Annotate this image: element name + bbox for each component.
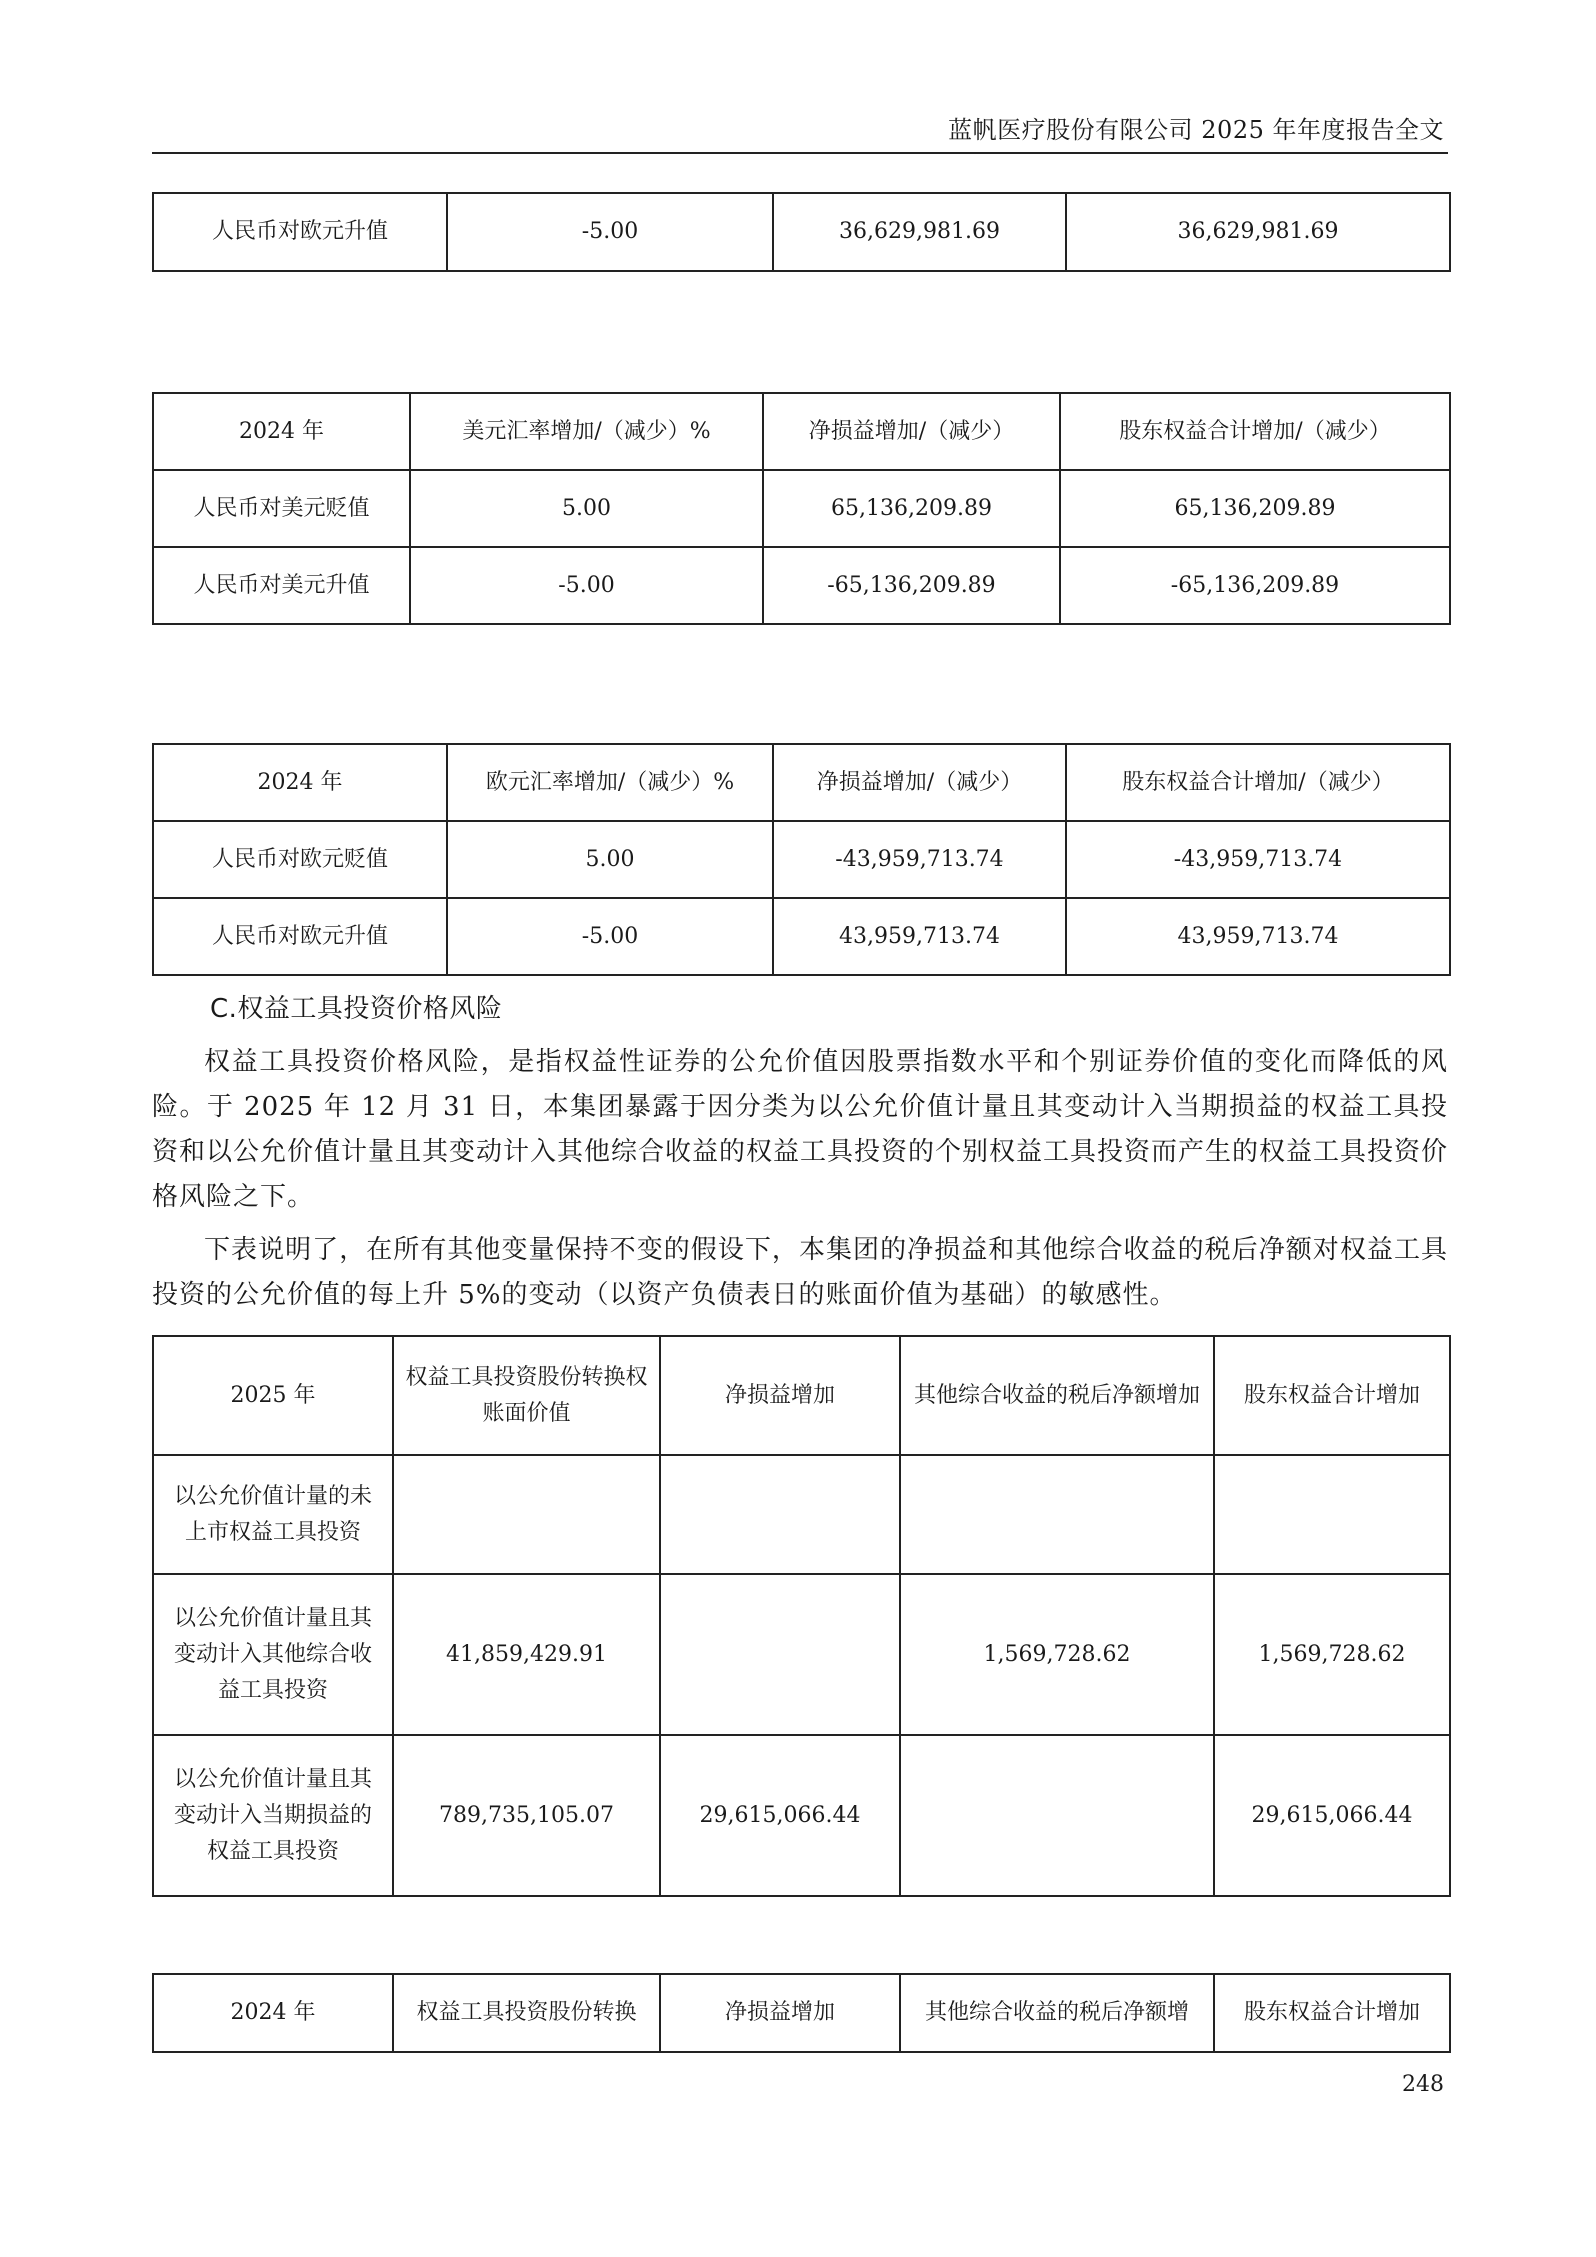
rate-change-cell: -5.00 — [447, 898, 773, 975]
column-header: 净损益增加/（减少） — [773, 744, 1066, 821]
page-number: 248 — [1402, 2072, 1444, 2097]
column-header: 净损益增加 — [660, 1974, 900, 2052]
row-label: 人民币对欧元贬值 — [153, 821, 447, 898]
net-pl-cell: 29,615,066.44 — [660, 1735, 900, 1896]
rate-change-cell: -5.00 — [447, 193, 773, 271]
row-label: 人民币对美元升值 — [153, 547, 410, 624]
equity-price-sensitivity-2025-table — [152, 1335, 1451, 1897]
table-header-row — [153, 1974, 1450, 2052]
body-paragraph: 下表说明了，在所有其他变量保持不变的假设下，本集团的净损益和其他综合收益的税后净额对权益工具投资的公允价值的每上升 5%的变动（以资产负债表日的账面价值为基础）的敏感性。 — [152, 1235, 1448, 1310]
column-header: 2024 年 — [153, 393, 410, 470]
column-header: 2025 年 — [153, 1336, 393, 1455]
column-header: 2024 年 — [153, 744, 447, 821]
column-header: 净损益增加/（减少） — [763, 393, 1060, 470]
row-label: 以公允价值计量的未上市权益工具投资 — [153, 1455, 393, 1574]
rate-change-cell: -5.00 — [410, 547, 763, 624]
equity-cell: -65,136,209.89 — [1060, 547, 1450, 624]
row-label: 以公允价值计量且其变动计入其他综合收益工具投资 — [153, 1574, 393, 1735]
table-row — [153, 821, 1450, 898]
equity-cell: 29,615,066.44 — [1214, 1735, 1450, 1896]
column-header: 股东权益合计增加/（减少） — [1066, 744, 1450, 821]
rate-change-cell: 5.00 — [410, 470, 763, 547]
eur-sensitivity-2024-table — [152, 743, 1451, 976]
table-row — [153, 898, 1450, 975]
table-row — [153, 547, 1450, 624]
column-header: 其他综合收益的税后净额增 — [900, 1974, 1214, 2052]
table-row — [153, 1574, 1450, 1735]
rate-change-cell: 5.00 — [447, 821, 773, 898]
column-header: 欧元汇率增加/（减少）% — [447, 744, 773, 821]
column-header: 股东权益合计增加/（减少） — [1060, 393, 1450, 470]
net-pl-cell: 43,959,713.74 — [773, 898, 1066, 975]
header-divider — [152, 152, 1448, 154]
table-header-row — [153, 744, 1450, 821]
table-header-row — [153, 393, 1450, 470]
net-pl-cell: 36,629,981.69 — [773, 193, 1066, 271]
column-header: 其他综合收益的税后净额增加 — [900, 1336, 1214, 1455]
book-value-cell: 789,735,105.07 — [393, 1735, 660, 1896]
usd-sensitivity-2024-table — [152, 392, 1451, 625]
equity-cell: 65,136,209.89 — [1060, 470, 1450, 547]
eur-sensitivity-2025-table-continued — [152, 192, 1451, 272]
column-header: 2024 年 — [153, 1974, 393, 2052]
section-heading: C.权益工具投资价格风险 — [210, 994, 503, 1024]
oci-cell — [900, 1735, 1214, 1896]
column-header: 权益工具投资股份转换权账面价值 — [393, 1336, 660, 1455]
equity-cell: 1,569,728.62 — [1214, 1574, 1450, 1735]
row-label: 人民币对美元贬值 — [153, 470, 410, 547]
report-header-title: 蓝帆医疗股份有限公司 2025 年年度报告全文 — [948, 116, 1444, 144]
equity-cell — [1214, 1455, 1450, 1574]
oci-cell — [900, 1455, 1214, 1574]
table-row — [153, 470, 1450, 547]
column-header: 净损益增加 — [660, 1336, 900, 1455]
book-value-cell — [393, 1455, 660, 1574]
column-header: 股东权益合计增加 — [1214, 1336, 1450, 1455]
table-row — [153, 193, 1450, 271]
equity-cell: 36,629,981.69 — [1066, 193, 1450, 271]
oci-cell: 1,569,728.62 — [900, 1574, 1214, 1735]
table-header-row — [153, 1336, 1450, 1455]
table-row — [153, 1455, 1450, 1574]
table-row — [153, 1735, 1450, 1896]
net-pl-cell: -65,136,209.89 — [763, 547, 1060, 624]
column-header: 股东权益合计增加 — [1214, 1974, 1450, 2052]
net-pl-cell: -43,959,713.74 — [773, 821, 1066, 898]
equity-price-sensitivity-2024-table — [152, 1973, 1451, 2053]
net-pl-cell — [660, 1455, 900, 1574]
row-label: 人民币对欧元升值 — [153, 898, 447, 975]
column-header: 权益工具投资股份转换 — [393, 1974, 660, 2052]
equity-cell: -43,959,713.74 — [1066, 821, 1450, 898]
row-label: 人民币对欧元升值 — [153, 193, 447, 271]
book-value-cell: 41,859,429.91 — [393, 1574, 660, 1735]
net-pl-cell: 65,136,209.89 — [763, 470, 1060, 547]
row-label: 以公允价值计量且其变动计入当期损益的权益工具投资 — [153, 1735, 393, 1896]
column-header: 美元汇率增加/（减少）% — [410, 393, 763, 470]
equity-cell: 43,959,713.74 — [1066, 898, 1450, 975]
net-pl-cell — [660, 1574, 900, 1735]
body-paragraph: 权益工具投资价格风险，是指权益性证券的公允价值因股票指数水平和个别证券价值的变化而降低的风险。于 2025 年 12 月 31 日，本集团暴露于因分类为以公允价值计量且其变动计入当期损益的权益工具投资和以公允价值计量且其变动计入其他综合收益的权益工具投资的个别权益工具投资而产生的权益工具投资价格风险之下。 — [152, 1047, 1449, 1212]
